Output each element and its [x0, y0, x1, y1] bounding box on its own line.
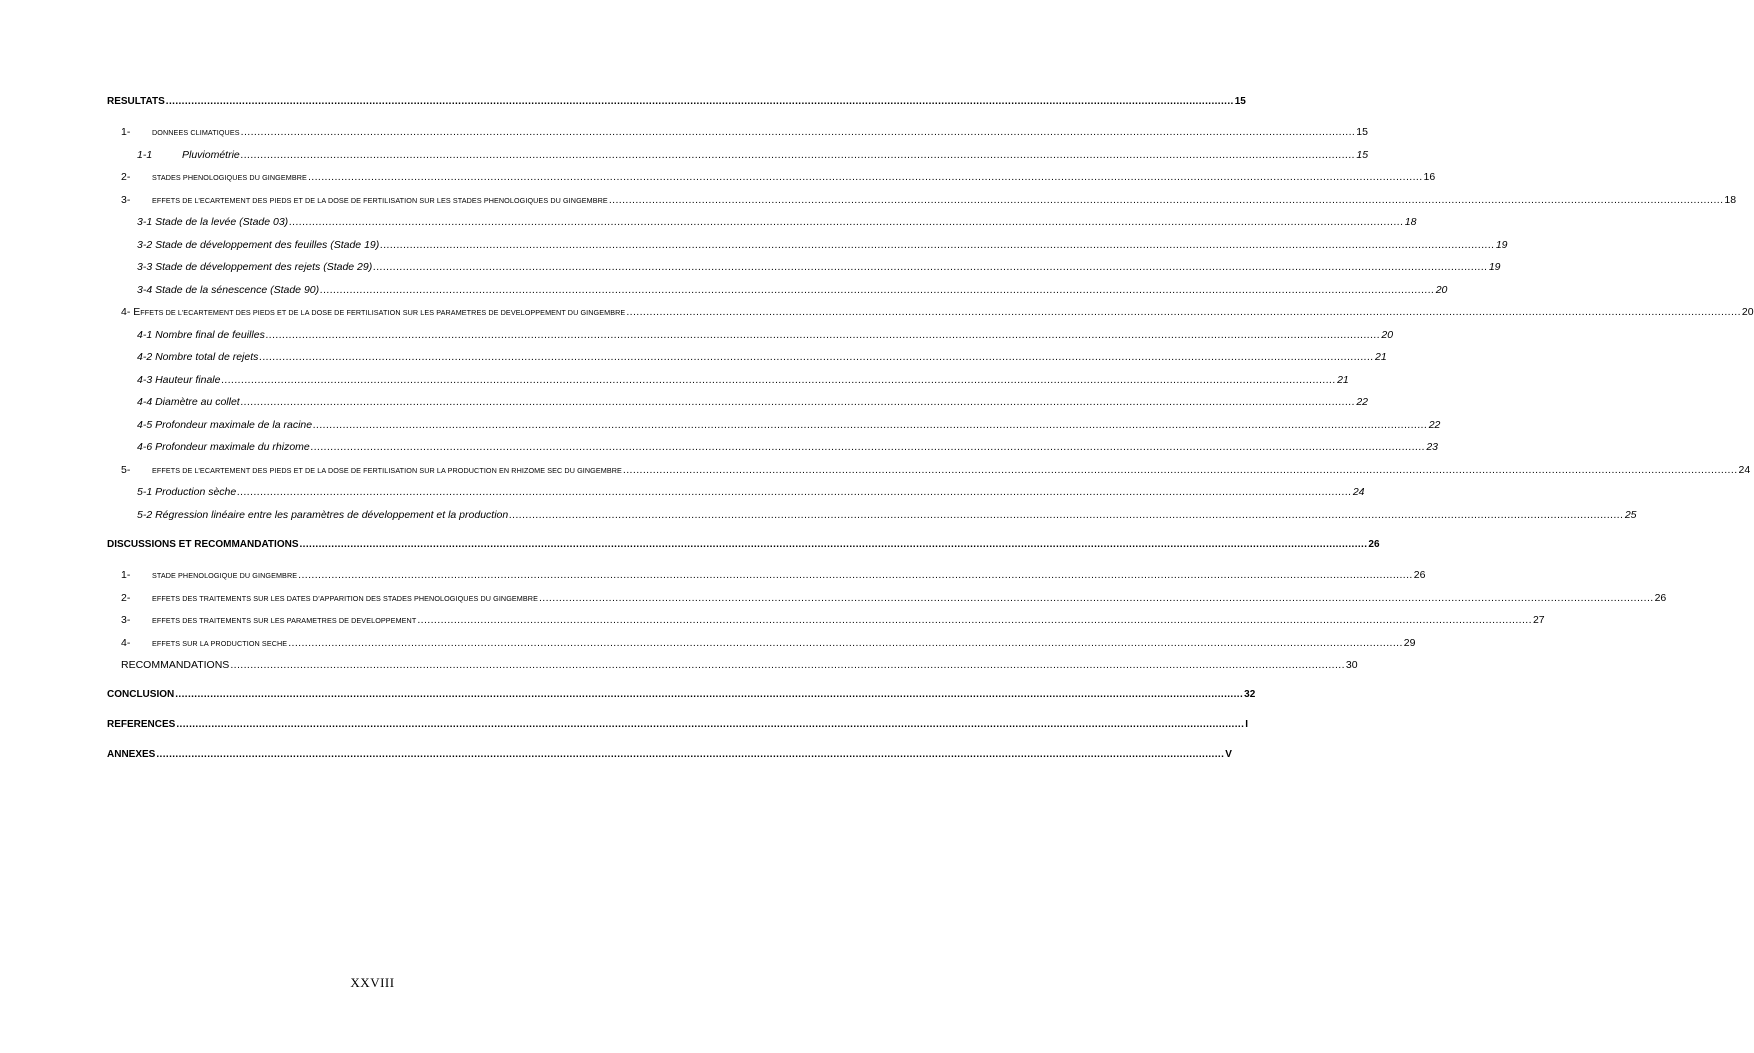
toc-page-number: 26: [1413, 569, 1426, 581]
toc-title: STADES PHENOLOGIQUES DU GINGEMBRE: [152, 173, 307, 182]
toc-entry-stades-phenologiques[interactable]: [107, 170, 1436, 185]
toc-entry-effets-production[interactable]: [107, 463, 1751, 478]
toc-page-number: 20: [1381, 329, 1394, 341]
toc-leader-dots: [626, 305, 1741, 319]
toc-leader-dots: [156, 748, 1224, 762]
toc-page-number: 19: [1495, 239, 1508, 251]
toc-page-number: 18: [1404, 216, 1417, 228]
toc-title: RECOMMANDATIONS: [121, 659, 230, 671]
toc-entry-donnees-climatiques[interactable]: [107, 125, 1368, 140]
toc-leader-dots: [380, 238, 1495, 252]
toc-leader-dots: [373, 260, 1488, 274]
toc-page-number: 27: [1532, 614, 1545, 626]
toc-number: 1-: [121, 126, 131, 138]
toc-entry-conclusion[interactable]: [107, 688, 1256, 702]
toc-entry-5-1[interactable]: [107, 485, 1365, 499]
toc-entry-effets-parametres[interactable]: [107, 305, 1754, 320]
toc-title: EFFETS SUR LA PRODUCTION SECHE: [152, 639, 288, 648]
toc-leader-dots: [176, 718, 1244, 732]
toc-title: 4-2 Nombre total de rejets: [137, 351, 259, 363]
toc-leader-dots: [623, 463, 1738, 477]
toc-number: 1-: [121, 569, 131, 581]
toc-title: 4-1 Nombre final de feuilles: [137, 329, 265, 341]
toc-page-number: 20: [1741, 306, 1754, 318]
page-number-footer: XXVIII: [350, 975, 395, 990]
toc-entry-4-1[interactable]: [107, 328, 1394, 342]
toc-page-number: 22: [1428, 419, 1441, 431]
toc-entry-4-3[interactable]: [107, 373, 1349, 387]
toc-leader-dots: [221, 373, 1336, 387]
toc-leader-dots: [539, 591, 1654, 605]
toc-title: 4-4 Diamètre au collet: [137, 396, 240, 408]
toc-title: 3-1 Stade de la levée (Stade 03): [137, 216, 289, 228]
toc-leader-dots: [237, 485, 1352, 499]
toc-leader-dots: [241, 148, 1356, 162]
toc-page-number: 32: [1244, 689, 1256, 700]
toc-leader-dots: [175, 688, 1243, 702]
toc-title: REFERENCES: [107, 719, 176, 730]
toc-leader-dots: [241, 395, 1356, 409]
toc-page-number: 23: [1426, 441, 1439, 453]
toc-page-number: 15: [1234, 96, 1246, 107]
toc-entry-d2[interactable]: [107, 591, 1667, 606]
toc-leader-dots: [509, 508, 1624, 522]
toc-entry-4-2[interactable]: [107, 350, 1387, 364]
toc-title: 4-5 Profondeur maximale de la racine: [137, 419, 313, 431]
toc-title: 3-4 Stade de la sénescence (Stade 90): [137, 284, 320, 296]
toc-entry-3-3[interactable]: [107, 260, 1501, 274]
toc-page-number: V: [1225, 749, 1232, 760]
toc-leader-dots: [300, 538, 1368, 552]
toc-entry-3-1[interactable]: [107, 215, 1417, 229]
toc-title: CONCLUSION: [107, 689, 175, 700]
toc-title: EFFETS DE L’ECARTEMENT DES PIEDS ET DE LA DOSE DE FERTILISATION SUR LA PRODUCTION EN RHIZOME SEC DU GINGEMBRE: [152, 466, 622, 475]
toc-page-number: 30: [1345, 659, 1358, 671]
toc-page-number: 20: [1435, 284, 1448, 296]
toc-number: 4- E: [121, 306, 141, 318]
toc-leader-dots: [311, 440, 1426, 454]
toc-title: 3-2 Stade de développement des feuilles (Stade 19): [137, 239, 380, 251]
toc-title: EFFETS DE L’ECARTEMENT DES PIEDS ET DE LA DOSE DE FERTILISATION SUR LES STADES PHENOLOGIQUES DU GINGEMBRE: [152, 196, 608, 205]
toc-page-number: 15: [1356, 126, 1368, 138]
toc-title: ANNEXES: [107, 749, 156, 760]
toc-number: 2-: [121, 592, 131, 604]
toc-page-number: 29: [1403, 637, 1416, 649]
toc-number: 2-: [121, 171, 131, 183]
toc-leader-dots: [230, 658, 1345, 672]
toc-number: 5-: [121, 464, 131, 476]
toc-entry-3-4[interactable]: [107, 283, 1448, 297]
toc-page-number: 18: [1724, 194, 1737, 206]
toc-leader-dots: [288, 636, 1403, 650]
toc-entry-d3[interactable]: [107, 613, 1545, 628]
toc-title: 3-3 Stade de développement des rejets (Stade 29): [137, 261, 373, 273]
toc-page-number: 26: [1654, 592, 1667, 604]
toc-entry-4-5[interactable]: [107, 418, 1441, 432]
toc-page-number: 26: [1368, 539, 1380, 550]
toc-page-number: 25: [1624, 509, 1637, 521]
toc-number: 4-: [121, 637, 131, 649]
toc-page-number: 21: [1337, 374, 1349, 386]
toc-entry-resultats[interactable]: [107, 95, 1246, 109]
toc-title: RESULTATS: [107, 96, 165, 107]
toc-entry-annexes[interactable]: [107, 748, 1232, 762]
toc-page-number: 16: [1423, 171, 1436, 183]
toc-leader-dots: [609, 193, 1724, 207]
toc-leader-dots: [289, 215, 1404, 229]
toc-entry-5-2[interactable]: [107, 508, 1637, 522]
toc-page-number: 22: [1356, 396, 1368, 408]
toc-entry-4-4[interactable]: [107, 395, 1368, 409]
toc-entry-d1[interactable]: [107, 568, 1426, 583]
toc-title: 4-6 Profondeur maximale du rhizome: [137, 441, 310, 453]
toc-title: DISCUSSIONS ET RECOMMANDATIONS: [107, 539, 299, 550]
toc-entry-pluviometrie[interactable]: [107, 148, 1369, 162]
toc-page-number: 24: [1738, 464, 1751, 476]
toc-title: 5-2 Régression linéaire entre les paramètres de développement et la production: [137, 509, 509, 521]
toc-title: 4-3 Hauteur finale: [137, 374, 221, 386]
toc-entry-4-6[interactable]: [107, 440, 1439, 454]
toc-title: STADE PHENOLOGIQUE DU GINGEMBRE: [152, 571, 298, 580]
toc-page-number: I: [1245, 719, 1249, 730]
toc-page-number: 15: [1356, 149, 1369, 161]
toc-leader-dots: [266, 328, 1381, 342]
toc-entry-d4[interactable]: [107, 636, 1416, 651]
toc-leader-dots: [417, 613, 1532, 627]
toc-title: EFFETS DES TRAITEMENTS SUR LES PARAMETRES DE DEVELOPPEMENT: [152, 616, 417, 625]
toc-leader-dots: [166, 95, 1234, 109]
toc-leader-dots: [259, 350, 1374, 364]
toc-title: FFETS DE L’ECARTEMENT DES PIEDS ET DE LA DOSE DE FERTILISATION SUR LES PARAMETRES DE DEVELOPPEMENT DU GINGEMBRE: [140, 308, 626, 317]
toc-entry-effets-stades[interactable]: [107, 193, 1737, 208]
toc-number: 1-1: [137, 149, 153, 161]
toc-title: 5-1 Production sèche: [137, 486, 237, 498]
toc-page-number: 19: [1488, 261, 1501, 273]
toc-leader-dots: [308, 170, 1423, 184]
toc-title: Pluviométrie: [182, 149, 240, 161]
toc-title: EFFETS DES TRAITEMENTS SUR LES DATES D’APPARITION DES STADES PHENOLOGIQUES DU GINGEMBRE: [152, 594, 538, 603]
toc-entry-references[interactable]: [107, 718, 1249, 732]
toc-entry-discussions[interactable]: [107, 538, 1380, 552]
toc-number: 3-: [121, 614, 131, 626]
toc-leader-dots: [313, 418, 1428, 432]
toc-number: 3-: [121, 194, 131, 206]
toc-entry-3-2[interactable]: [107, 238, 1508, 252]
toc-leader-dots: [320, 283, 1435, 297]
toc-page-number: 24: [1352, 486, 1365, 498]
toc-leader-dots: [298, 568, 1413, 582]
toc-title: DONNEES CLIMATIQUES: [152, 128, 240, 137]
toc-leader-dots: [241, 125, 1356, 139]
toc-entry-recommandations[interactable]: [107, 658, 1358, 672]
toc-page-number: 21: [1375, 351, 1387, 363]
